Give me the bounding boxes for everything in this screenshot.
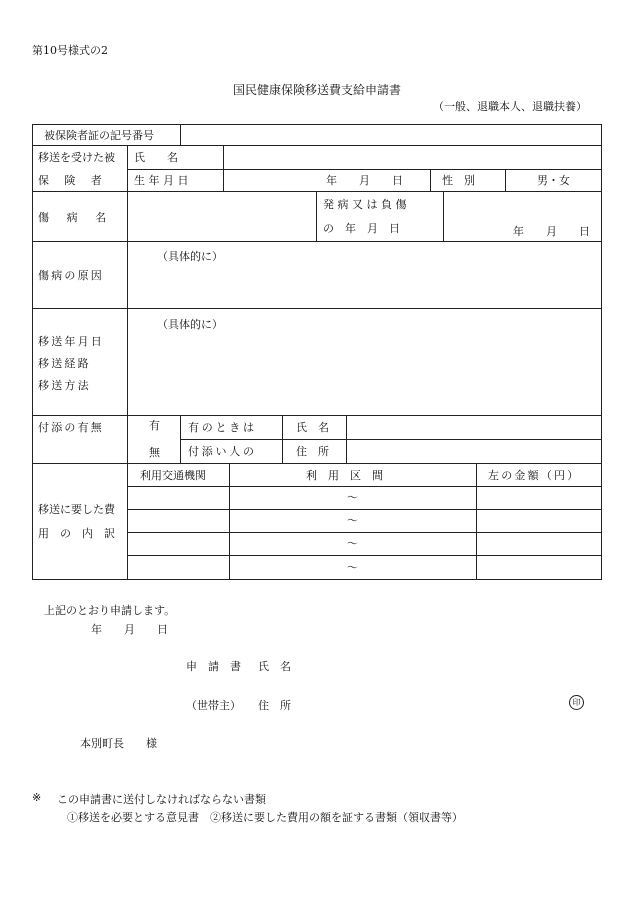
- applicant-address-label: 住 所: [258, 699, 291, 712]
- application-date: 年 月 日: [91, 623, 168, 636]
- attendant-name-field[interactable]: [347, 416, 601, 439]
- addressee: 本別町長 様: [80, 737, 157, 750]
- attendant-label: 付添の有無: [38, 421, 104, 434]
- transport-details-field[interactable]: [128, 309, 601, 415]
- disease-name-field[interactable]: [128, 192, 316, 241]
- attendant-if-yes-label-1: 有のときは: [188, 421, 257, 434]
- application-statement: 上記のとおり申請します。: [44, 604, 176, 617]
- transport-specifically-note: （具体的に）: [157, 318, 223, 331]
- cost-column-transport: 利用交通機関: [140, 469, 206, 482]
- insured-name-field[interactable]: [224, 146, 601, 169]
- attendant-address-label: 住 所: [296, 445, 329, 458]
- cost-column-amount: 左の金額（円）: [488, 469, 581, 482]
- onset-label-1: 発 病 又 は 負 傷: [323, 198, 407, 211]
- attendant-address-field[interactable]: [347, 440, 601, 463]
- name-label: 氏 名: [134, 151, 178, 164]
- birthdate-field[interactable]: [224, 170, 430, 191]
- cost-row-tilde: ～: [347, 491, 358, 504]
- disease-cause-field[interactable]: [128, 242, 601, 308]
- applicant-name-label: 氏 名: [258, 660, 291, 673]
- disease-cause-specifically-note: （具体的に）: [157, 250, 223, 263]
- gender-options[interactable]: 男・女: [537, 174, 570, 187]
- attendant-if-yes-label-2: 付添い人の: [188, 445, 257, 458]
- attendant-yes-option[interactable]: 有: [149, 419, 160, 432]
- cost-breakdown-label-1: 移送に要した費: [38, 503, 115, 516]
- transported-insured-label-1: 移送を受けた被: [38, 151, 115, 164]
- cost-row-tilde: ～: [347, 561, 358, 574]
- birthdate-label: 生 年 月 日: [134, 174, 189, 187]
- gender-label: 性 別: [442, 174, 475, 187]
- transport-date-label: 移送年月日: [38, 335, 104, 348]
- attendant-no-option[interactable]: 無: [149, 446, 160, 459]
- cost-breakdown-label-2: 用 の 内 訳: [38, 527, 115, 540]
- note-heading: この申請書に送付しなければならない書類: [57, 793, 266, 806]
- seal-mark: 印: [569, 695, 584, 710]
- householder-label: （世帯主）: [186, 699, 241, 712]
- onset-date-field[interactable]: [444, 192, 601, 241]
- birthdate-ymd: 年 月 日: [326, 174, 403, 187]
- disease-cause-label: 傷病の原因: [38, 269, 104, 282]
- page-subtitle: （一般、退職本人、退職扶養）: [433, 100, 587, 113]
- note-mark: ※: [32, 791, 42, 804]
- transported-insured-label-2: 保 険 者: [38, 174, 104, 187]
- insurance-card-number-field[interactable]: [181, 125, 601, 145]
- onset-label-2: の 年 月 日: [323, 222, 400, 235]
- attendant-name-label: 氏 名: [296, 421, 329, 434]
- transport-route-label: 移送経路: [38, 357, 91, 370]
- form-number: 第10号様式の2: [32, 44, 108, 57]
- cost-column-section: 利 用 区 間: [306, 469, 383, 482]
- onset-date-ymd: 年 月 日: [513, 225, 590, 238]
- page-title: 国民健康保険移送費支給申請書: [233, 83, 402, 97]
- insurance-card-number-label: 被保険者証の記号番号: [44, 129, 154, 142]
- applicant-label: 申 請 書: [186, 660, 241, 673]
- note-items: ①移送を必要とする意見書 ②移送に要した費用の額を証する書類（領収書等）: [67, 811, 463, 824]
- transport-method-label: 移送方法: [38, 379, 91, 392]
- cost-row-tilde: ～: [347, 537, 358, 550]
- cost-row-tilde: ～: [347, 514, 358, 527]
- disease-name-label: 傷 病 名: [38, 211, 110, 224]
